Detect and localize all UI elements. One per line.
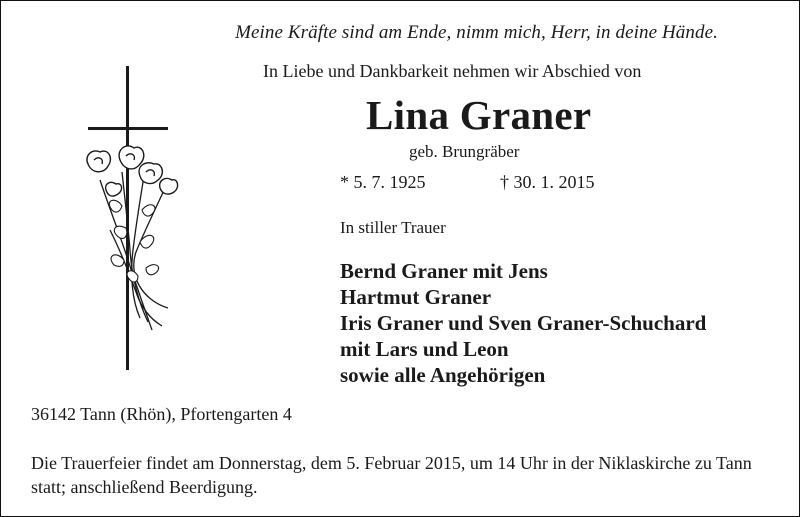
family-member: sowie alle Angehörigen bbox=[340, 363, 546, 387]
family-member: Iris Graner und Sven Graner-Schuchard bbox=[340, 311, 707, 335]
birth-name: geb. Brungräber bbox=[409, 142, 520, 161]
motto-verse: Meine Kräfte sind am Ende, nimm mich, Herr, in deine Hände. bbox=[235, 22, 718, 43]
address: 36142 Tann (Rhön), Pfortengarten 4 bbox=[31, 404, 292, 424]
death-date: † 30. 1. 2015 bbox=[500, 172, 595, 192]
family-member: Bernd Graner mit Jens bbox=[340, 259, 548, 283]
funeral-notice: Die Trauerfeier findet am Donnerstag, dem 5. Februar 2015, um 14 Uhr in der Niklaskirche zu Tann statt; anschließend Beerdigung. bbox=[31, 453, 752, 497]
family-member: Hartmut Graner bbox=[340, 285, 492, 309]
cross-with-roses-icon bbox=[70, 60, 190, 380]
family-list bbox=[340, 258, 706, 388]
intro-text: In Liebe und Dankbarkeit nehmen wir Abschied von bbox=[263, 61, 642, 81]
birth-date: * 5. 7. 1925 bbox=[340, 172, 426, 192]
family-member: mit Lars und Leon bbox=[340, 337, 509, 361]
mourning-label: In stiller Trauer bbox=[340, 218, 446, 237]
deceased-name: Lina Graner bbox=[366, 92, 592, 138]
